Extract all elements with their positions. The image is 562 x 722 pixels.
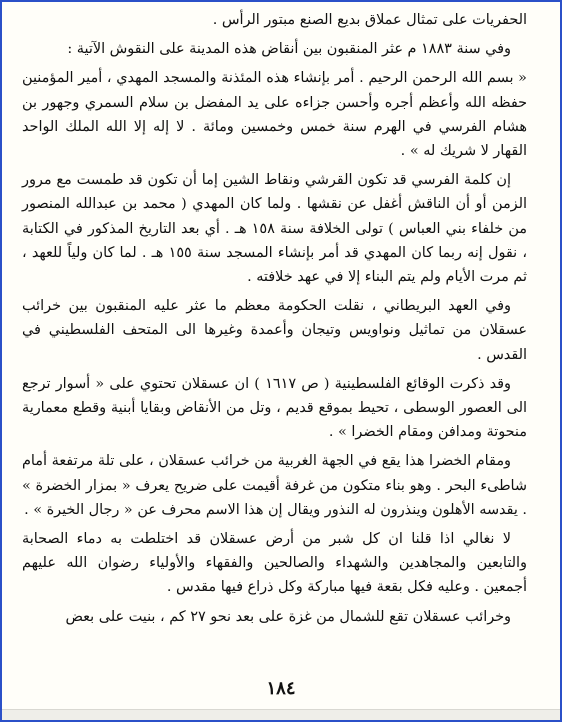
- paragraph-khadra-shrine: ومقام الخضرا هذا يقع في الجهة الغربية من خرائب عسقلان ، على تلة مرتفعة أمام شاطىء البحر . وهو بناء متكون من غرفة أقيمت على ضريح يعرف « بمزار الخضرة » . يقدسه الأهلون وينذرون له النذور ويقال إن هذا الاسم محرف عن « رجال الخيرة » .: [22, 453, 527, 518]
- paragraph-inscriptions-intro: وفي سنة ١٨٨٣ م عثر المنقبون بين أنقاض هذه المدينة على النقوش الآتية :: [67, 41, 511, 58]
- paragraph-sacred-land: لا نغالي اذا قلنا ان كل شبر من أرض عسقلان قد اختلطت به دماء الصحابة والتابعين والمجاهدين والشهداء والصالحين والفقهاء والأولياء رضوان الله عليهم أجمعين . وعليه فكل بقعة فيها مباركة وكل ذراع فيها مقدس .: [22, 531, 527, 596]
- paragraph-british-era: وفي العهد البريطاني ، نقلت الحكومة معظم ما عثر عليه المنقبون بين خرائب عسقلان من تماثيل ونواويس وتيجان وأعمدة وغيرها الى المتحف الفلسطيني في القدس .: [22, 298, 527, 363]
- paragraph-continuation: الحفريات على تمثال عملاق بديع الصنع مبتور الرأس .: [212, 12, 527, 28]
- bottom-margin-strip: [2, 709, 560, 720]
- paragraph-inscription-quote: « بسم الله الرحمن الرحيم . أمر بإنشاء هذه المئذنة والمسجد المهدي ، أمير المؤمنين حفظه الله وأعظم أجره وأحسن جزاءه على يد المفضل بن سلام السمري وجهور بن هشام الفرسي في الهرم سنة خمس وخمسين ومائة . لا إله إلا الله الملك الواحد القهار لا شريك له » .: [22, 70, 527, 160]
- paragraph-palestine-gazette: وقد ذكرت الوقائع الفلسطينية ( ص ١٦١٧ ) ان عسقلان تحتوي على « أسوار ترجع الى العصور الوسطى ، تحيط بموقع قديم ، وتل من الأنقاض وبقايا أبنية وقطع معمارية منحوتة ومدافن ومقام الخضرا » .: [22, 375, 527, 441]
- paragraph-ruins-location: وخرائب عسقلان تقع للشمال من غزة على بعد نحو ٢٧ كم ، بنيت على بعض: [65, 608, 511, 625]
- paragraph-qurashi-note: إن كلمة الفرسي قد تكون القرشي ونقاط الشين إما أن تكون قد طمست مع مرور الزمن أو أن الناقش أغفل عن نقشها . ولما كان المهدي ( محمد بن عبدالله المنصور من خلفاء بني العباس ) تولى الخلافة سنة ١٥٨ هـ . أي بعد التاريخ المذكور في الكتابة ، نقول إنه ربما كان المهدي قد أمر بإنشاء المسجد سنة ١٥٥ هـ . لما كان ولياً للعهد ، ثم مرت الأيام ولم يتم البناء إلا في عهد خلافته .: [22, 172, 528, 286]
- page-number: ١٨٤: [266, 678, 296, 699]
- page-body: [22, 8, 527, 634]
